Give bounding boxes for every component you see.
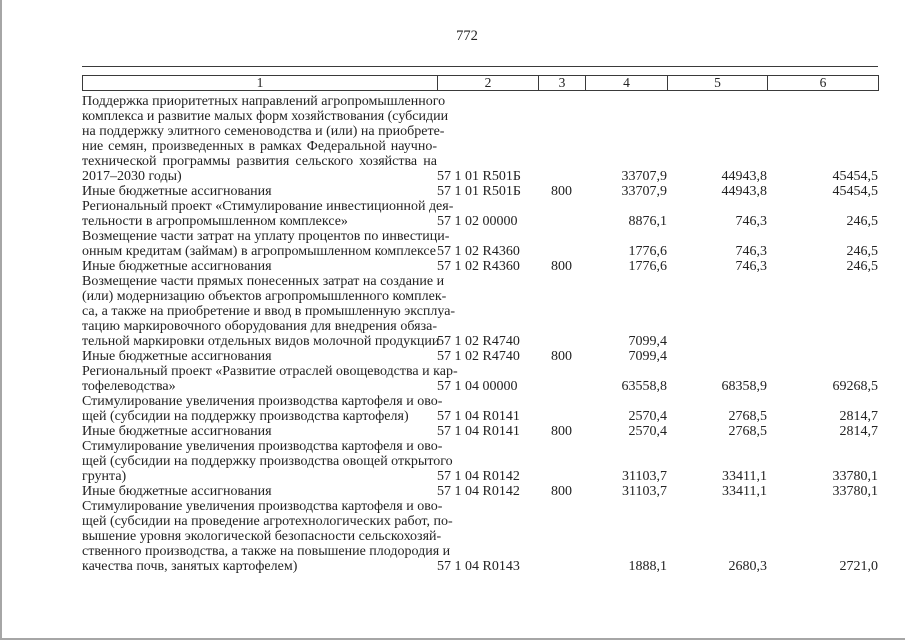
amount-cell-col6: 45454,5: [832, 184, 878, 199]
table-row: [82, 199, 878, 229]
table-row: [82, 229, 878, 259]
table-row: [82, 394, 878, 424]
table-row: [82, 364, 878, 394]
amount-cell-col6: 69268,5: [832, 379, 878, 394]
amount-cell-col6: [767, 274, 878, 349]
row-name-line: Стимулирование увеличения производства картофеля и ово-: [82, 394, 443, 409]
row-name-line: Иные бюджетные ассигнования: [82, 184, 272, 199]
row-name-cell: [82, 439, 453, 484]
row-name-line: щей (субсидии на поддержку производства овощей открытого: [82, 454, 453, 469]
row-code-cell: 57 1 01 R501Б: [437, 184, 521, 199]
table-row: [82, 484, 878, 499]
row-code-cell: 57 1 02 00000: [437, 214, 518, 229]
amount-cell-col6: [767, 349, 878, 364]
row-name-line: онным кредитам (займам) в агропромышленном комплексе: [82, 244, 436, 259]
table-row: [82, 274, 878, 349]
row-code-cell: 57 1 01 R501Б: [437, 169, 521, 184]
row-name-line: Возмещение части затрат на уплату процентов по инвестици-: [82, 229, 450, 244]
table-row: [82, 94, 878, 184]
amount-cell-col4: 31103,7: [622, 484, 667, 499]
table-row: [82, 499, 878, 574]
row-name-line: 2017–2030 годы): [82, 169, 182, 184]
row-code-cell: 57 1 04 R0141: [437, 424, 520, 439]
table-area: [82, 66, 878, 574]
amount-cell-col6: 246,5: [846, 214, 878, 229]
row-name-line: Иные бюджетные ассигнования: [82, 349, 272, 364]
amount-cell-col4: 33707,9: [621, 169, 667, 184]
row-expense-type-cell: [538, 499, 585, 574]
amount-cell-col6: 246,5: [846, 259, 878, 274]
row-name-line: щей (субсидии на проведение агротехнологических работ, по-: [82, 514, 453, 529]
row-name-line: тацию маркировочного оборудования для внедрения обяза-: [82, 319, 437, 334]
row-code-cell: 57 1 04 R0143: [437, 559, 520, 574]
amount-cell-col4: 1776,6: [628, 259, 667, 274]
table-top-rule: [82, 66, 878, 67]
amount-cell-col4: 1776,6: [628, 244, 667, 259]
row-expense-type-cell: [538, 94, 585, 184]
row-expense-type-cell: 800: [551, 259, 572, 274]
amount-cell-col5: 2768,5: [728, 409, 767, 424]
row-name-line: Стимулирование увеличения производства картофеля и ово-: [82, 499, 443, 514]
amount-cell-col5: [667, 274, 767, 349]
page-number: 772: [456, 28, 478, 44]
row-name-line: Стимулирование увеличения производства картофеля и ово-: [82, 439, 443, 454]
row-name-cell: [82, 499, 453, 574]
row-name-cell: [82, 229, 450, 259]
row-expense-type-cell: [538, 274, 585, 349]
row-name-line: тельной маркировки отдельных видов молочной продукции: [82, 334, 440, 349]
row-name-line: щей (субсидии на поддержку производства картофеля): [82, 409, 409, 424]
column-number-6: 6: [768, 76, 879, 91]
amount-cell-col5: 2680,3: [728, 559, 767, 574]
amount-cell-col4: 2570,4: [628, 424, 667, 439]
amount-cell-col5: 33411,1: [722, 469, 767, 484]
row-name-line: Иные бюджетные ассигнования: [82, 424, 272, 439]
amount-cell-col5: 746,3: [735, 244, 767, 259]
amount-cell-col5: 2768,5: [728, 424, 767, 439]
amount-cell-col5: [667, 349, 767, 364]
amount-cell-col5: 44943,8: [721, 169, 767, 184]
row-name-line: комплекса и развитие малых форм хозяйствования (субсидии: [82, 109, 449, 124]
row-code-cell: 57 1 02 R4360: [437, 259, 520, 274]
column-number-row: [83, 76, 879, 91]
row-name-cell: [82, 424, 437, 439]
column-number-1: 1: [83, 76, 438, 91]
row-name-line: Поддержка приоритетных направлений агропромышленного: [82, 94, 446, 109]
amount-cell-col6: 33780,1: [832, 484, 878, 499]
row-code-cell: 57 1 04 00000: [437, 379, 518, 394]
table-row: [82, 439, 878, 484]
row-name-cell: [82, 94, 449, 184]
budget-table: [82, 94, 878, 574]
row-name-cell: [82, 484, 437, 499]
amount-cell-col6: 2814,7: [839, 424, 878, 439]
row-name-line: ние семян, произведенных в рамках Федеральной научно-: [82, 139, 437, 154]
column-number-5: 5: [668, 76, 768, 91]
row-name-cell: [82, 199, 454, 229]
row-code-cell: 57 1 04 R0141: [437, 409, 520, 424]
row-name-line: качества почв, занятых картофелем): [82, 559, 298, 574]
row-expense-type-cell: 800: [551, 184, 572, 199]
row-name-line: Возмещение части прямых понесенных затрат на создание и: [82, 274, 445, 289]
amount-cell-col4: 8876,1: [628, 214, 667, 229]
row-expense-type-cell: [538, 364, 585, 394]
row-name-cell: [82, 394, 443, 424]
row-name-line: Иные бюджетные ассигнования: [82, 259, 272, 274]
table-row: [82, 184, 878, 199]
row-name-line: грунта): [82, 469, 127, 484]
amount-cell-col5: 746,3: [735, 214, 767, 229]
scan-border-left: [0, 0, 2, 640]
row-expense-type-cell: [538, 229, 585, 259]
row-name-line: ственного производства, а также на повышение плодородия и: [82, 544, 451, 559]
row-name-line: вышение уровня экологической безопасности сельскохозяй-: [82, 529, 442, 544]
amount-cell-col5: 68358,9: [721, 379, 767, 394]
row-expense-type-cell: 800: [551, 484, 572, 499]
amount-cell-col4: 31103,7: [622, 469, 667, 484]
row-expense-type-cell: 800: [551, 349, 572, 364]
row-name-cell: [82, 364, 458, 394]
column-number-4: 4: [586, 76, 668, 91]
row-name-line: (или) модернизацию объектов агропромышленного комплек-: [82, 289, 447, 304]
amount-cell-col4: 63558,8: [621, 379, 667, 394]
row-code-cell: 57 1 02 R4740: [437, 349, 520, 364]
row-expense-type-cell: [538, 394, 585, 424]
row-name-line: технической программы развития сельского хозяйства на: [82, 154, 437, 169]
column-number-header: [82, 75, 879, 91]
row-code-cell: 57 1 02 R4360: [437, 244, 520, 259]
row-code-cell: 57 1 02 R4740: [437, 334, 520, 349]
amount-cell-col6: 2814,7: [839, 409, 878, 424]
amount-cell-col5: 33411,1: [722, 484, 767, 499]
row-name-cell: [82, 349, 437, 364]
amount-cell-col4: 2570,4: [628, 409, 667, 424]
row-expense-type-cell: 800: [551, 424, 572, 439]
row-name-line: Региональный проект «Стимулирование инвестиционной дея-: [82, 199, 454, 214]
row-code-cell: 57 1 04 R0142: [437, 484, 520, 499]
row-name-cell: [82, 259, 437, 274]
row-name-line: на поддержку элитного семеноводства и (или) на приобрете-: [82, 124, 445, 139]
amount-cell-col6: 246,5: [846, 244, 878, 259]
amount-cell-col5: 746,3: [735, 259, 767, 274]
column-number-2: 2: [438, 76, 539, 91]
amount-cell-col4: 1888,1: [628, 559, 667, 574]
row-expense-type-cell: [538, 199, 585, 229]
amount-cell-col5: 44943,8: [721, 184, 767, 199]
row-name-cell: [82, 274, 456, 349]
amount-cell-col6: 2721,0: [839, 559, 878, 574]
table-row: [82, 259, 878, 274]
row-expense-type-cell: [538, 439, 585, 484]
row-name-line: тофелеводства»: [82, 379, 176, 394]
row-name-line: тельности в агропромышленном комплексе»: [82, 214, 348, 229]
row-name-cell: [82, 184, 437, 199]
amount-cell-col6: 45454,5: [832, 169, 878, 184]
amount-cell-col4: 7099,4: [628, 349, 667, 364]
row-name-line: са, а также на приобретение и ввод в промышленную эксплуа-: [82, 304, 456, 319]
table-row: [82, 349, 878, 364]
amount-cell-col4: 7099,4: [628, 334, 667, 349]
table-row: [82, 424, 878, 439]
amount-cell-col4: 33707,9: [621, 184, 667, 199]
row-code-cell: 57 1 04 R0142: [437, 469, 520, 484]
row-name-line: Иные бюджетные ассигнования: [82, 484, 272, 499]
column-number-3: 3: [539, 76, 586, 91]
amount-cell-col6: 33780,1: [832, 469, 878, 484]
row-name-line: Региональный проект «Развитие отраслей овощеводства и кар-: [82, 364, 458, 379]
